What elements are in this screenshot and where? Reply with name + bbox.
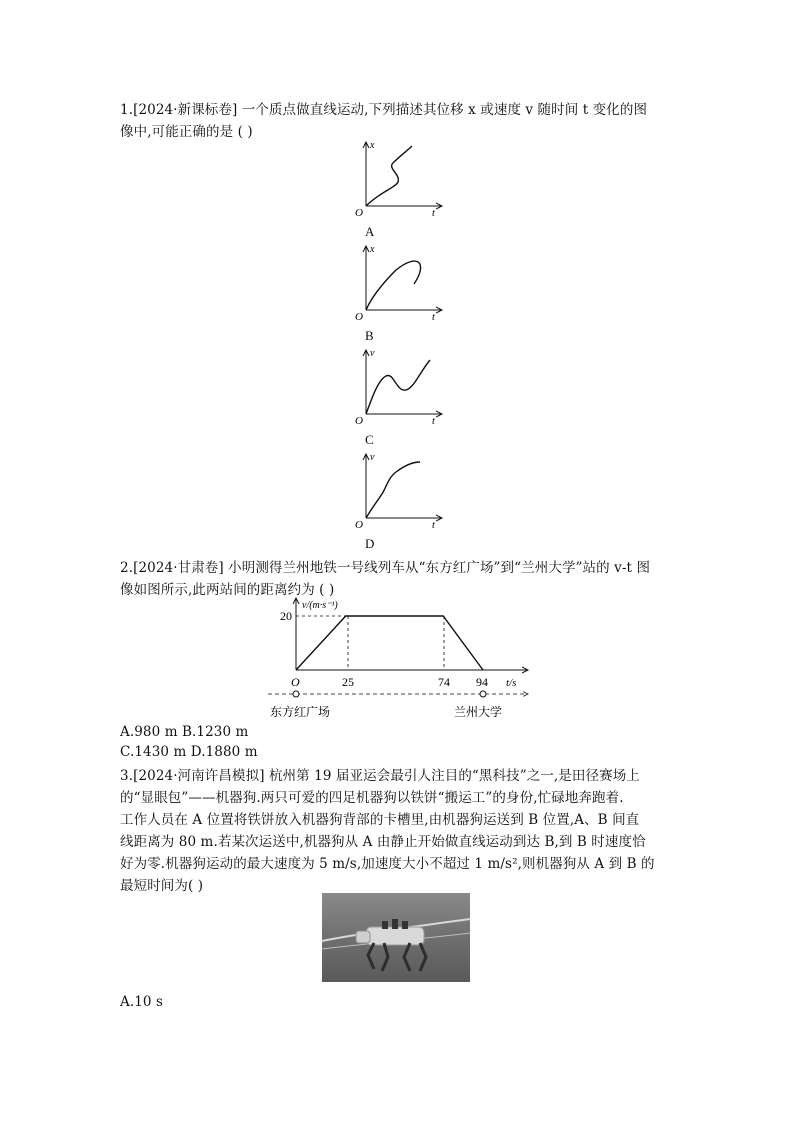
origin-label: O: [355, 311, 363, 323]
q2-stem-line-1: 2.[2024·甘肃卷] 小明测得兰州地铁一号线列车从“东方红广场”到“兰州大学”站的 v-t 图: [120, 560, 651, 576]
graph-d-label: D: [365, 536, 375, 551]
origin-label: O: [355, 519, 363, 531]
q1-graph-b: [350, 244, 450, 324]
station-marker-b: [480, 691, 486, 697]
station-label-a: 东方红广场: [270, 705, 331, 719]
graph-a-label: A: [365, 224, 375, 239]
q3-stem-line-4: 线距离为 80 m.若某次运送中,机器狗从 A 由静止开始做直线运动到达 B,到 B 时速度恰: [120, 834, 646, 850]
axis-label-v: v: [370, 452, 375, 463]
q1-stem-line-2: 像中,可能正确的是 ( ): [120, 124, 253, 140]
q3-stem-line-2: 的“显眼包”——机器狗.两只可爱的四足机器狗以铁饼“搬运工”的身份,忙碌地奔跑着.: [120, 790, 624, 806]
x-tick-74: 74: [438, 675, 450, 689]
axis-label-x: x: [370, 244, 375, 255]
origin-label: O: [291, 675, 300, 689]
station-label-b: 兰州大学: [454, 705, 503, 719]
robot-dog-photo: [322, 893, 470, 982]
axis-label-x: x: [370, 140, 375, 151]
q3-stem-line-6: 最短时间为( ): [120, 878, 204, 894]
graph-b-svg: [350, 244, 450, 324]
axis-label-t: t: [432, 520, 435, 531]
q3-stem-line-5: 好为零.机器狗运动的最大速度为 5 m/s,加速度大小不超过 1 m/s²,则机器狗从 A 到 B 的: [120, 856, 655, 872]
q1-graph-d: [350, 452, 450, 532]
graph-c-label: C: [365, 432, 374, 447]
origin-label: O: [355, 415, 363, 427]
graph-b-label: B: [365, 328, 374, 343]
x-axis-label: t/s: [506, 677, 517, 689]
origin-label: O: [355, 207, 363, 219]
q3-option-a: A.10 s: [120, 994, 164, 1010]
vt-chart-svg: [258, 594, 538, 724]
q1-graph-a: [350, 140, 450, 220]
axis-label-t: t: [432, 312, 435, 323]
y-axis-label: v/(m·s⁻¹): [302, 600, 338, 611]
graph-c-svg: [350, 348, 450, 428]
graph-d-svg: [350, 452, 450, 532]
q3-stem-line-1: 3.[2024·河南许昌模拟] 杭州第 19 届亚运会最引人注目的“黑科技”之一,是田径赛场上: [120, 768, 640, 784]
graph-a-svg: [350, 140, 450, 220]
q2-options-line-1: A.980 m B.1230 m: [120, 724, 249, 740]
axis-label-t: t: [432, 208, 435, 219]
series-line: [296, 616, 483, 670]
q2-options-line-2: C.1430 m D.1880 m: [120, 744, 258, 760]
q2-stem-line-2: 像如图所示,此两站间的距离约为 ( ): [120, 582, 335, 598]
robot-dog-image: [322, 893, 470, 982]
q1-graph-c: [350, 348, 450, 428]
axis-label-v: v: [370, 348, 375, 359]
x-tick-25: 25: [342, 675, 354, 689]
station-marker-a: [293, 691, 299, 697]
q1-stem-line-1: 1.[2024·新课标卷] 一个质点做直线运动,下列描述其位移 x 或速度 v 随时间 t 变化的图: [120, 102, 648, 118]
y-tick-20: 20: [280, 609, 292, 623]
axis-label-t: t: [432, 416, 435, 427]
x-tick-94: 94: [476, 675, 488, 689]
q3-stem-line-3: 工作人员在 A 位置将铁饼放入机器狗背部的卡槽里,由机器狗运送到 B 位置,A、B 间直: [120, 812, 640, 828]
q2-vt-chart: [258, 594, 538, 724]
